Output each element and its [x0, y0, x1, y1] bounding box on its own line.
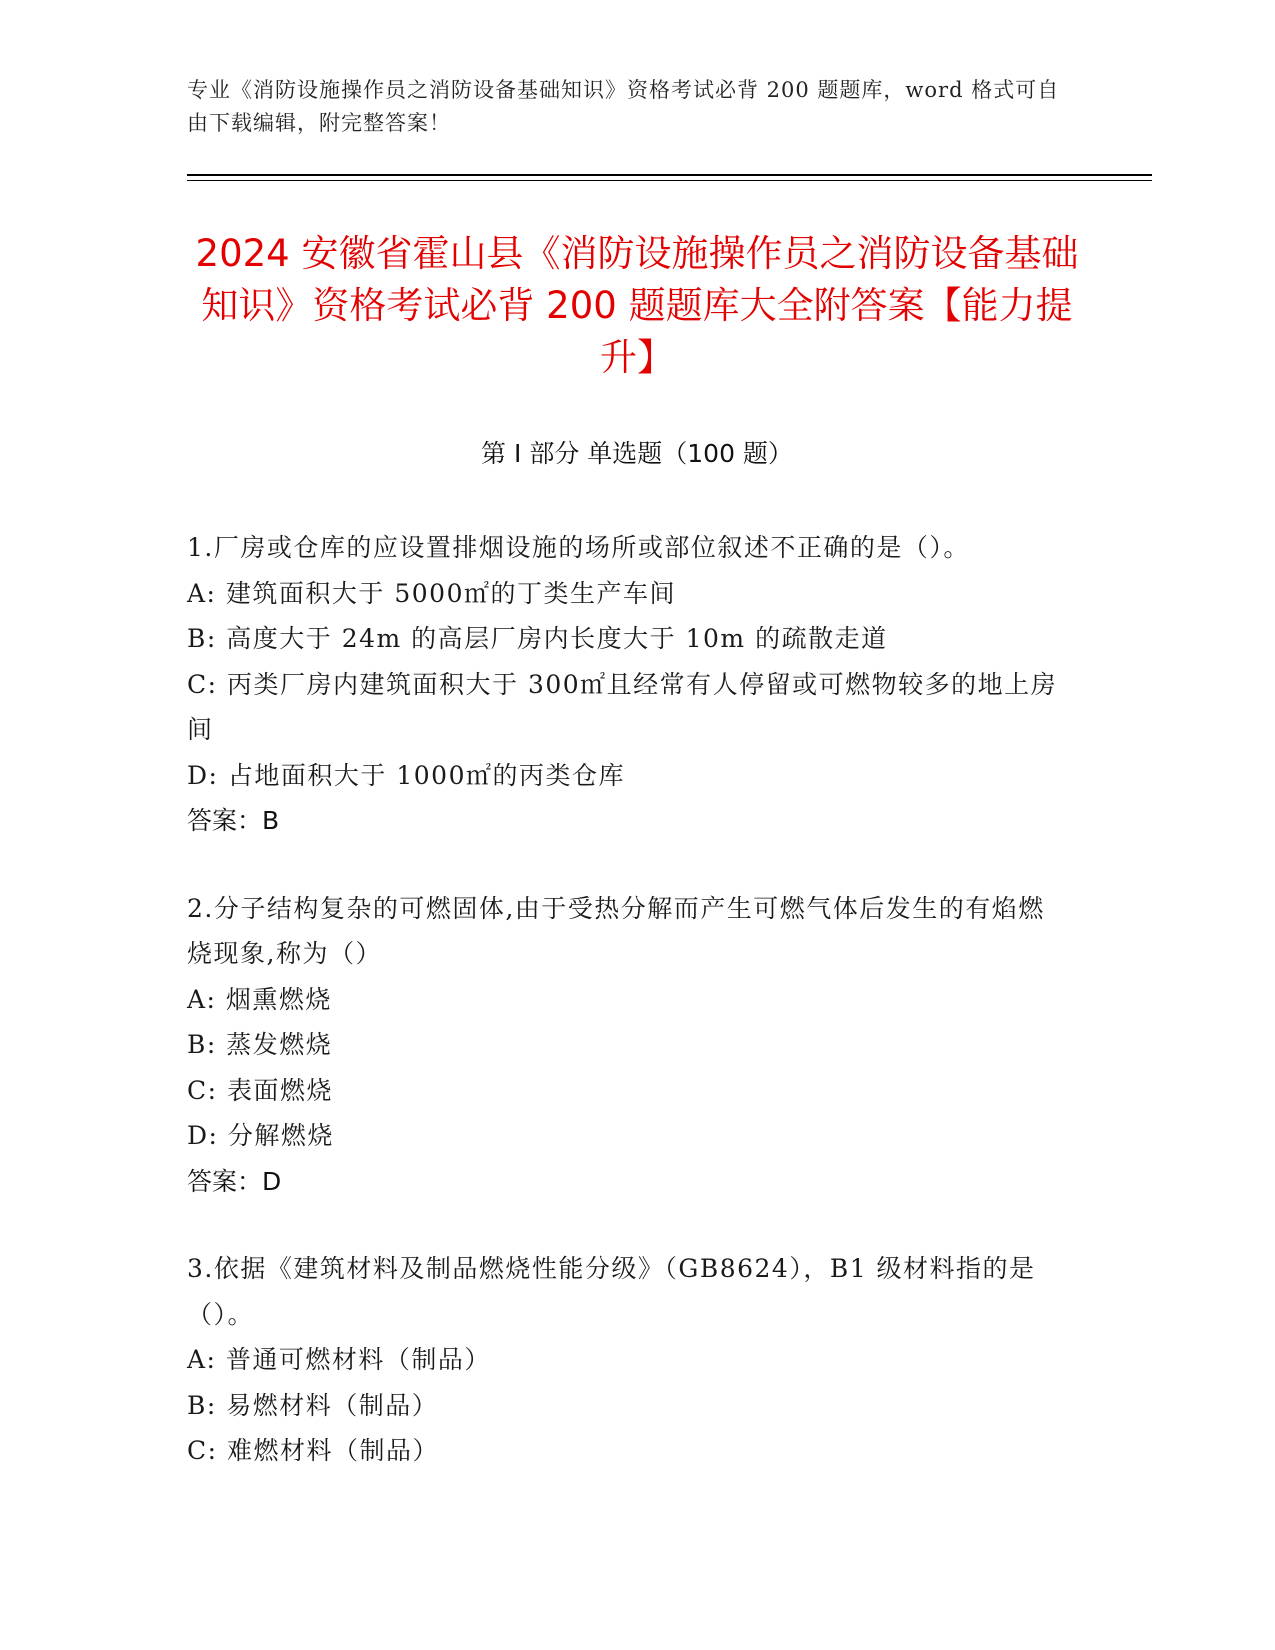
- option-c: C: 表面燃烧: [187, 1075, 333, 1105]
- option-b: B: 易燃材料（制品）: [187, 1390, 439, 1420]
- option-d: D: 分解燃烧: [187, 1121, 334, 1150]
- answer-label: 答案：B: [187, 806, 280, 835]
- option-a: A: 普通可燃材料（制品）: [187, 1345, 491, 1374]
- option-b: B: 蒸发燃烧: [187, 1030, 333, 1059]
- option-c: C: 丙类厂房内建筑面积大于 300㎡且经常有人停留或可燃物较多的地上房间: [187, 669, 1058, 744]
- option-a: A: 建筑面积大于 5000㎡的丁类生产车间: [187, 578, 676, 608]
- answer-label: 答案：D: [187, 1166, 282, 1196]
- question-stem: 1.厂房或仓库的应设置排烟设施的场所或部位叙述不正确的是（）。: [187, 533, 970, 562]
- option-b: B: 高度大于 24m 的高层厂房内长度大于 10m 的疏散走道: [187, 624, 888, 653]
- question-stem: 2.分子结构复杂的可燃固体,由于受热分解而产生可燃气体后发生的有焰燃烧现象,称为（）: [187, 893, 1045, 968]
- option-d: D: 占地面积大于 1000㎡的丙类仓库: [187, 760, 625, 790]
- question-stem: 3.依据《建筑材料及制品燃烧性能分级》（GB8624），B1 级材料指的是（）。: [187, 1254, 1036, 1329]
- option-a: A: 烟熏燃烧: [187, 984, 332, 1014]
- header-rule-thick: [187, 174, 1152, 176]
- header-note: 专业《消防设施操作员之消防设备基础知识》资格考试必背 200 题题库，word 格式可自由下载编辑，附完整答案！: [187, 78, 1060, 135]
- header-rule-thin: [187, 180, 1152, 181]
- section-title: 第 I 部分 单选题（100 题）: [481, 439, 793, 468]
- question-list: [187, 525, 1067, 1516]
- document-title: 2024 安徽省霍山县《消防设施操作员之消防设备基础知识》资格考试必背 200 题题库大全附答案【能力提升】: [195, 232, 1079, 379]
- question-2: [187, 886, 1067, 1205]
- question-1: [187, 525, 1067, 844]
- question-3: [187, 1246, 1067, 1474]
- option-c: C: 难燃材料（制品）: [187, 1436, 439, 1465]
